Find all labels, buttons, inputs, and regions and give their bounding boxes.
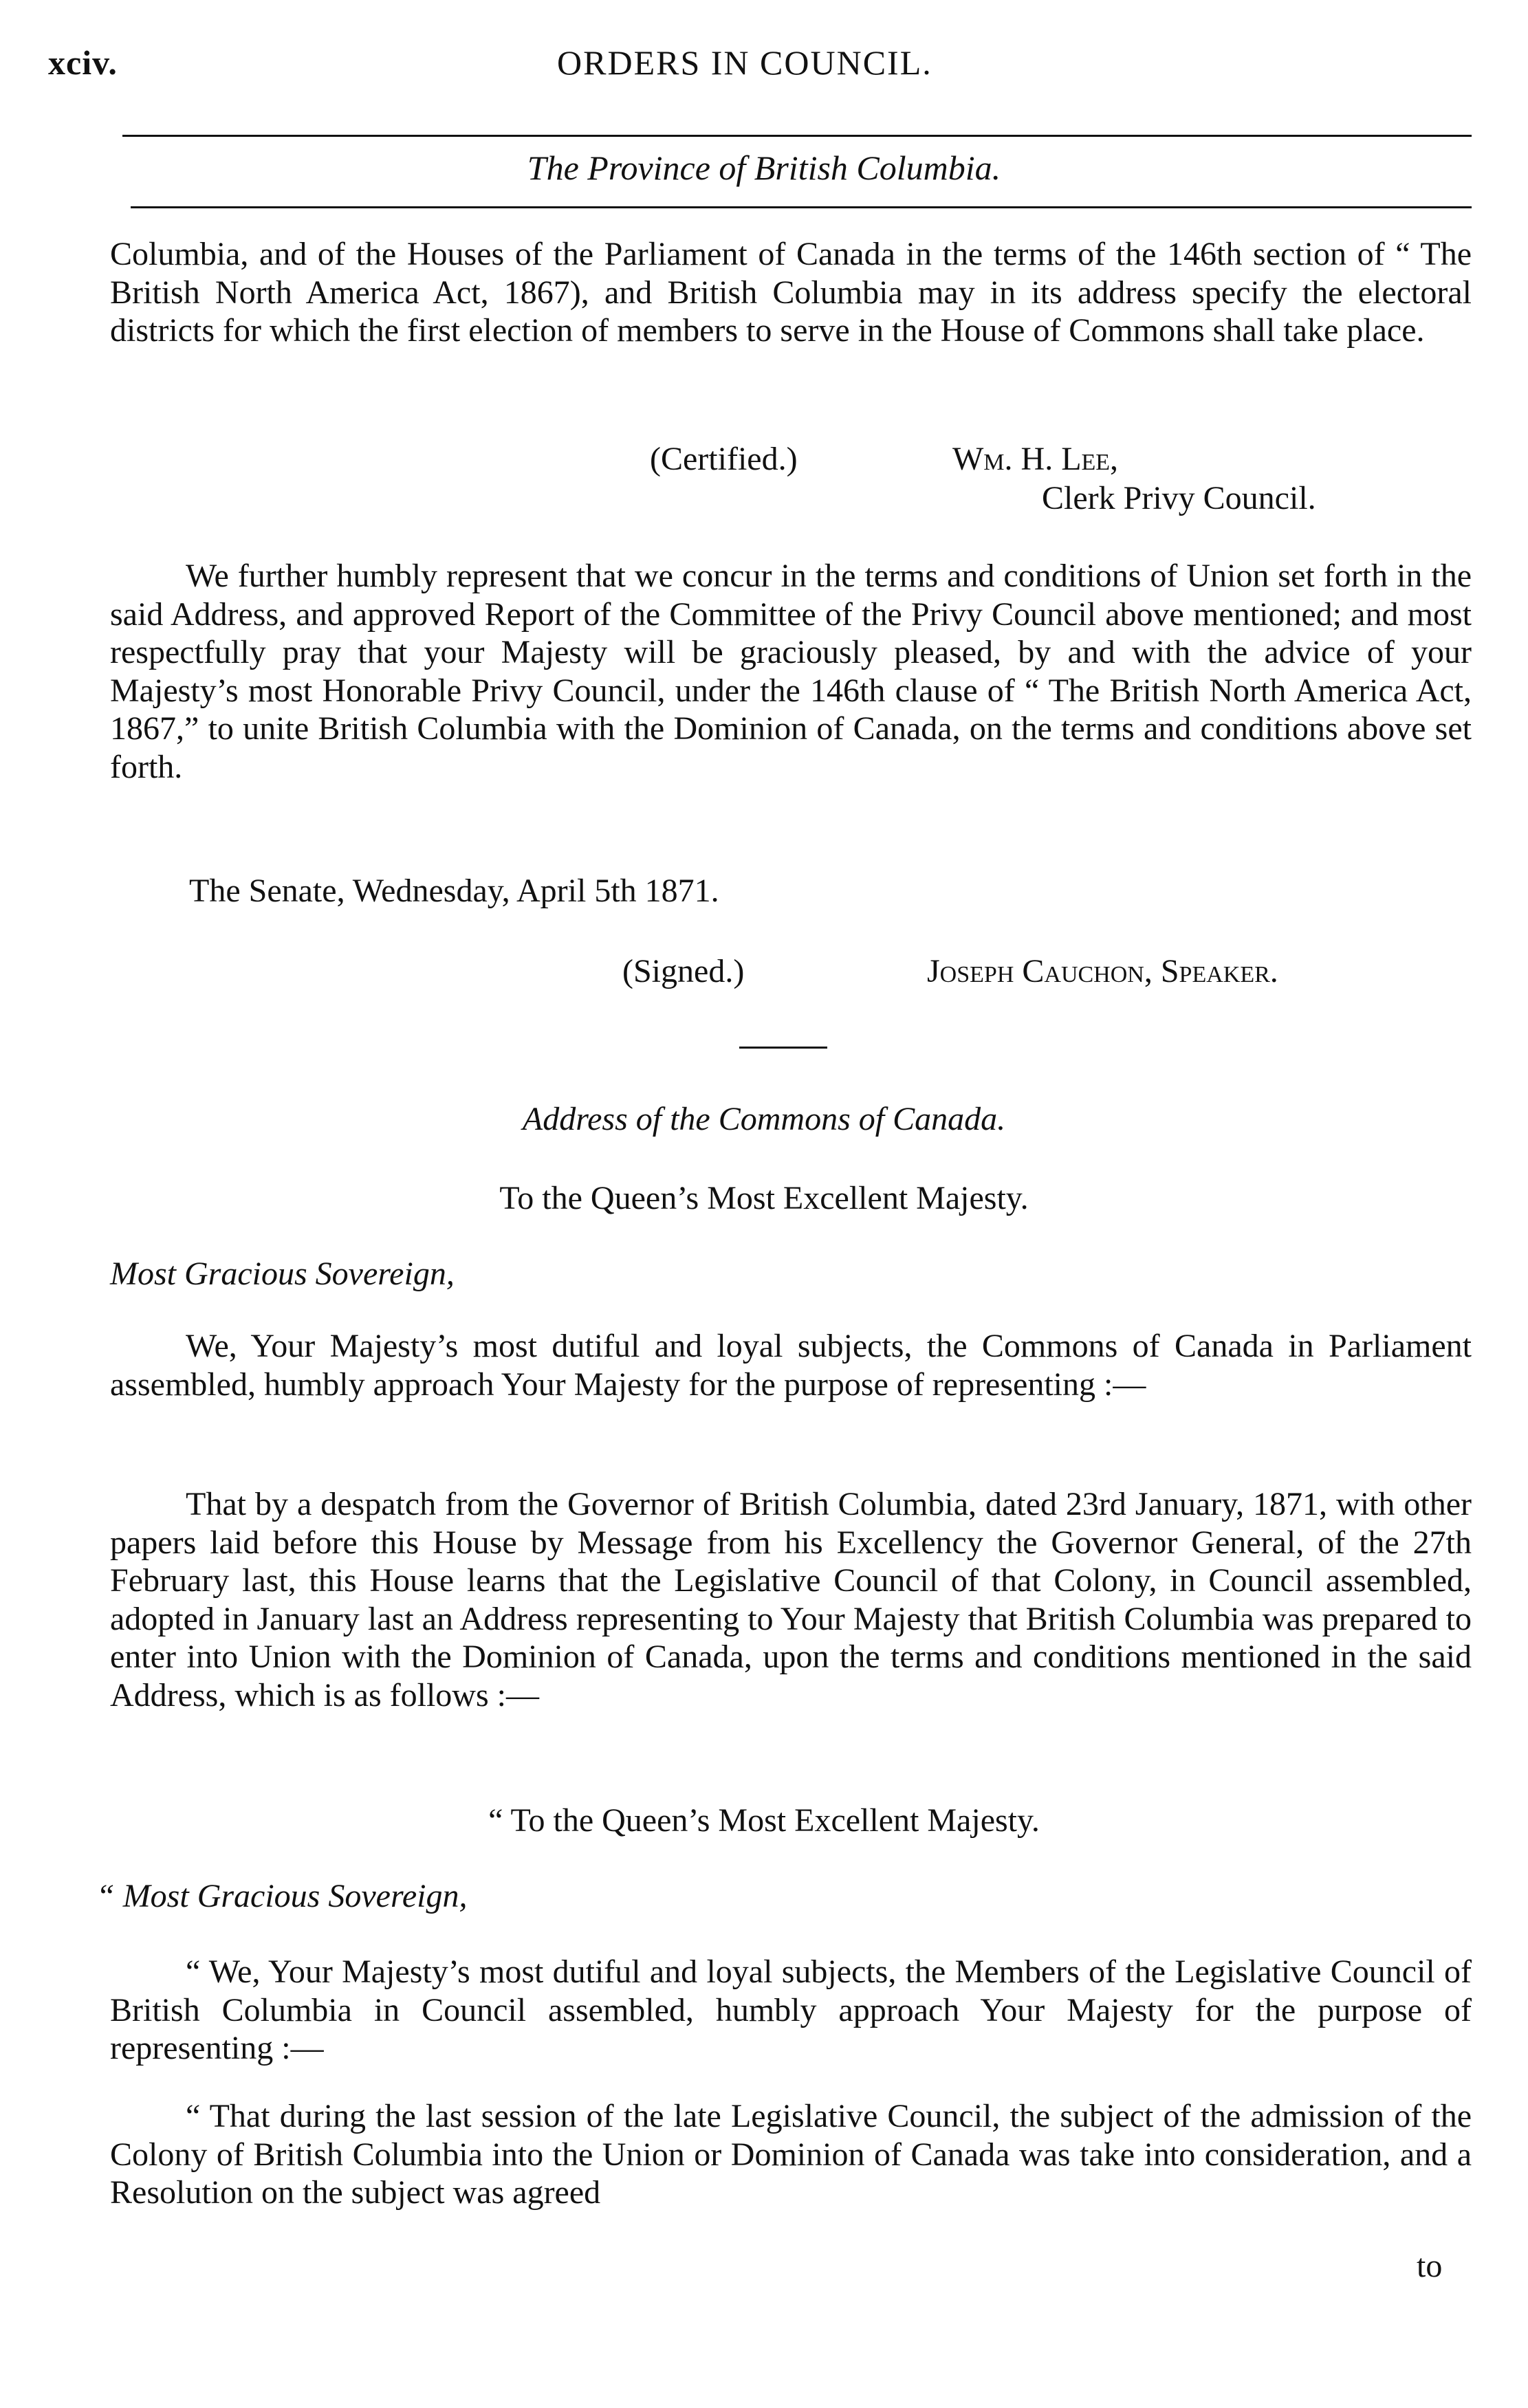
paragraph-2: We further humbly represent that we concur in the terms and conditions of Union set forth in the said Address, and approved Report of the Committee of the Privy Council above mentioned; and most respectfully pray that your Majesty will be graciously pleased, by and with the advice of your Majesty’s most Honorable Privy Council, under the 146th clause of “ The British North America Act, 1867,” to unite British Columbia with the Dominion of Canada, on the terms and conditions above set forth.	[110, 558, 1472, 785]
paragraph-1: Columbia, and of the Houses of the Parliament of Canada in the terms of the 146th section of “ The British North America Act, 1867), and British Columbia may in its address specify the electoral districts for which the first election of members to serve in the House of Commons shall take place.	[110, 236, 1472, 349]
signatory-name: Wm. H. Lee,	[952, 441, 1119, 477]
paragraph-5: “ We, Your Majesty’s most dutiful and loyal subjects, the Members of the Legislative Council of British Columbia in Council assembled, humbly approach Your Majesty for the purpose of representing :—	[110, 1953, 1472, 2066]
catchword: to	[1417, 2248, 1443, 2284]
signatory-title: Clerk Privy Council.	[1042, 480, 1316, 516]
speaker-signature: Joseph Cauchon, Speaker.	[927, 953, 1278, 989]
senate-date-line: The Senate, Wednesday, April 5th 1871.	[189, 873, 719, 909]
section-divider	[739, 1047, 827, 1049]
signed-label: (Signed.)	[622, 953, 745, 989]
paragraph-6: “ That during the last session of the late Legislative Council, the subject of the admission of the Colony of British Columbia into the Union or Dominion of Canada was take into consideration, and a Resolution on the subject was agreed	[110, 2098, 1472, 2211]
paragraph-3: We, Your Majesty’s most dutiful and loyal subjects, the Commons of Canada in Parliament assembled, humbly approach Your Majesty for the purpose of representing :—	[110, 1328, 1472, 1403]
header-rule-top	[122, 135, 1472, 137]
page-number: xciv.	[48, 43, 118, 82]
running-title: ORDERS IN COUNCIL.	[557, 43, 932, 82]
quoted-to-queen-line: “ To the Queen’s Most Excellent Majesty.	[488, 1802, 1040, 1839]
salutation: Most Gracious Sovereign,	[110, 1256, 455, 1292]
quoted-salutation: “ Most Gracious Sovereign,	[96, 1878, 468, 1914]
certified-label: (Certified.)	[650, 441, 798, 477]
commons-address-heading: Address of the Commons of Canada.	[522, 1101, 1006, 1137]
section-subtitle: The Province of British Columbia.	[527, 149, 1001, 187]
paragraph-4: That by a despatch from the Governor of British Columbia, dated 23rd January, 1871, with other papers laid before this House by Message from his Excellency the Governor General, of the 27th February last, this House learns that the Legislative Council of that Colony, in Council assembled, adopted in January last an Address representing to Your Majesty that British Columbia was prepared to enter into Union with the Dominion of Canada, upon the terms and conditions mentioned in the said Address, which is as follows :—	[110, 1486, 1472, 1714]
to-queen-line: To the Queen’s Most Excellent Majesty.	[499, 1180, 1029, 1216]
header-rule-bottom	[131, 206, 1472, 208]
